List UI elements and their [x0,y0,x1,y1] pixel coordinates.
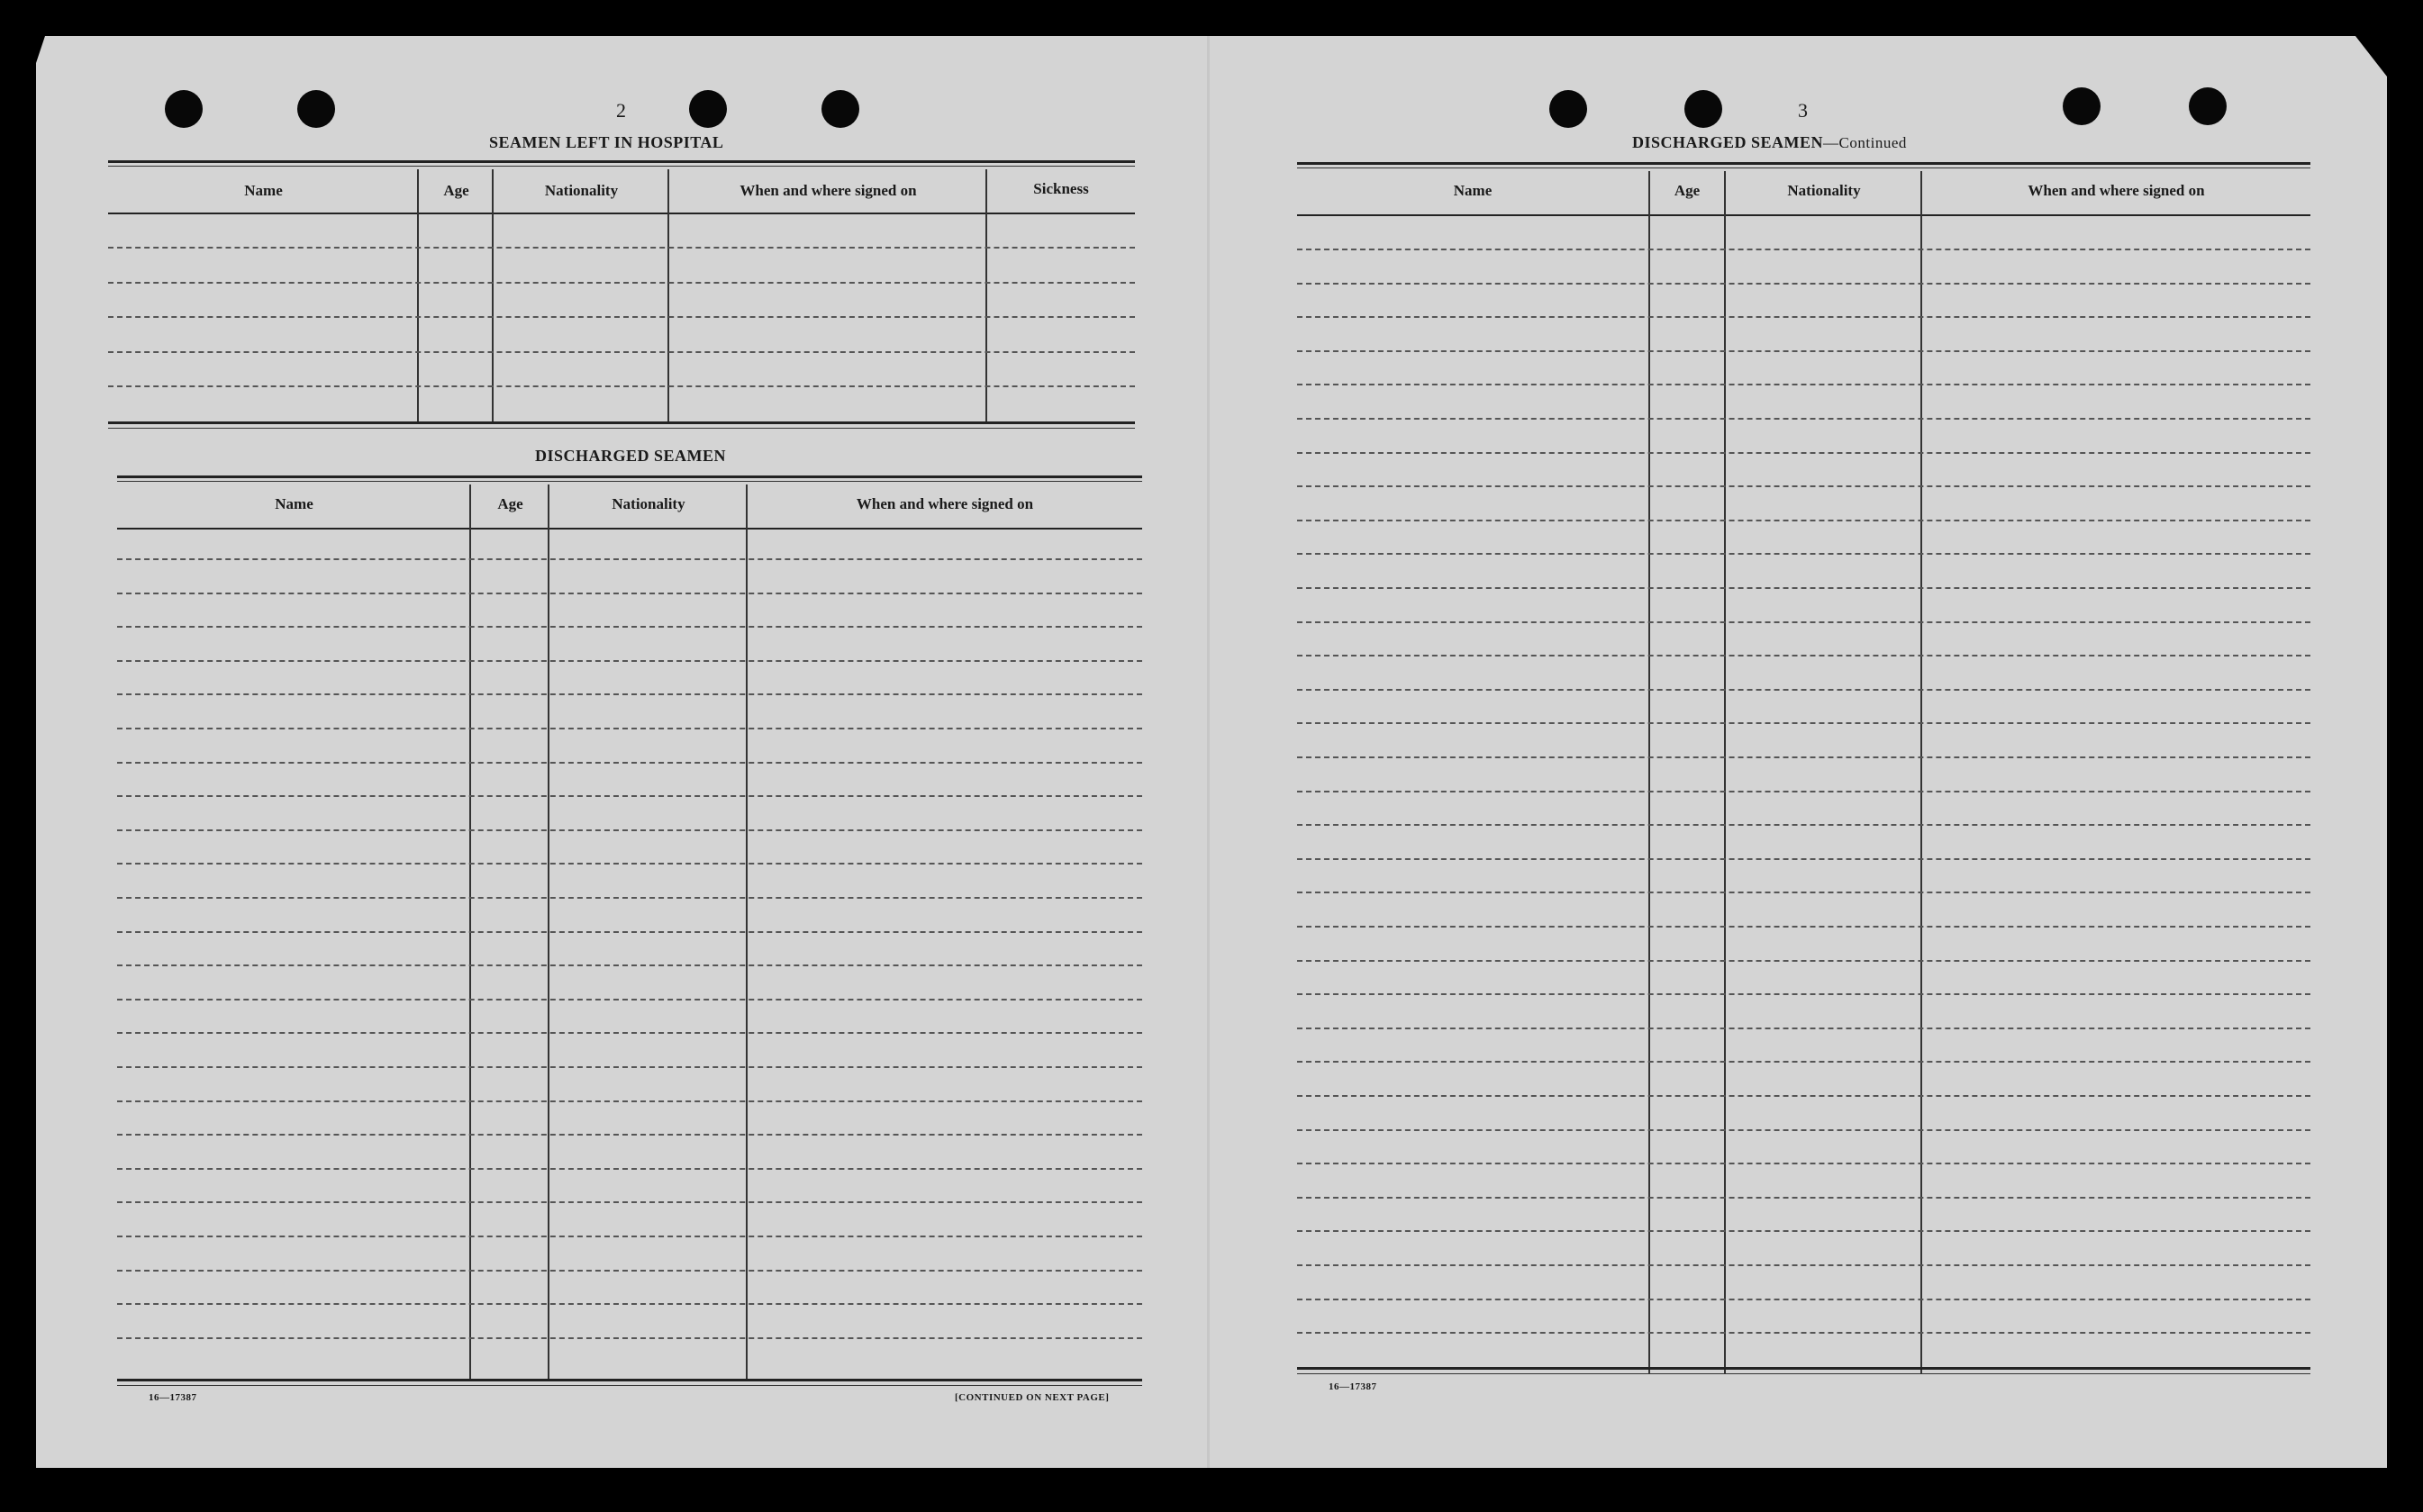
hospital-section-title: SEAMEN LEFT IN HOSPITAL [489,133,724,151]
ruled-line [1297,791,2310,792]
ruled-line [117,1100,1142,1102]
ruled-line [1297,1264,2310,1266]
ruled-line [1297,689,2310,691]
col-header-nationality: Nationality [612,495,685,512]
col-header-signed-on: When and where signed on [740,182,917,199]
ruled-line [117,1032,1142,1034]
ruled-line [117,829,1142,831]
ruled-line [1297,1163,2310,1164]
ruled-line [1297,960,2310,962]
ruled-line [117,931,1142,933]
form-number-left: 16—17387 [149,1392,197,1403]
ruled-line [117,1236,1142,1237]
ruled-line [1297,452,2310,454]
ruled-line [117,558,1142,560]
col-header-sickness: Sickness [1033,180,1089,197]
punch-hole [821,90,859,128]
ruled-line [1297,722,2310,724]
punch-hole [2063,87,2101,125]
ruled-line [1297,1332,2310,1334]
form-number-right: 16—17387 [1329,1381,1377,1392]
ruled-line [117,1134,1142,1136]
ruled-line [1297,283,2310,285]
ruled-line [117,693,1142,695]
ruled-line [117,728,1142,729]
ruled-line [1297,418,2310,420]
punch-hole [1549,90,1587,128]
col-header-name: Name [275,495,313,512]
ruled-line [1297,756,2310,758]
ruled-line [117,1337,1142,1339]
ruled-line [1297,587,2310,589]
ruled-line [117,795,1142,797]
page-fold [1207,36,1210,1468]
ruled-line [117,1066,1142,1068]
ruled-line [117,660,1142,662]
ruled-line [117,1201,1142,1203]
ruled-line [117,1168,1142,1170]
ruled-line [1297,249,2310,250]
col-header-name: Name [1453,182,1493,199]
ruled-line [1297,553,2310,555]
hospital-table [108,160,1135,430]
discharged-section-title-right [1632,133,1907,152]
ruled-line [1297,485,2310,487]
ruled-line [117,593,1142,594]
ruled-line [1297,858,2310,860]
punch-hole [297,90,335,128]
ruled-line [1297,655,2310,656]
ruled-line [117,1303,1142,1305]
ruled-line [1297,926,2310,928]
col-header-signed-on: When and where signed on [2028,182,2205,199]
ruled-line [1297,1299,2310,1300]
continued-note: [CONTINUED ON NEXT PAGE] [955,1392,1110,1403]
ruled-line [117,964,1142,966]
ruled-line [1297,892,2310,893]
section-title-suffix: —Continued [1823,134,1907,151]
punch-hole [1684,90,1722,128]
ruled-line [1297,316,2310,318]
page-number-right: 3 [1798,99,1808,122]
col-header-nationality: Nationality [544,182,619,199]
ruled-line [1297,1197,2310,1199]
ruled-line [1297,384,2310,385]
ruled-line [1297,1129,2310,1131]
ruled-line [1297,520,2310,521]
ruled-line [117,626,1142,628]
col-header-age: Age [443,182,469,199]
ruled-line [1297,350,2310,352]
ruled-line [1297,1061,2310,1063]
col-header-signed-on: When and where signed on [856,495,1034,512]
ruled-line [117,1270,1142,1272]
col-header-name: Name [244,182,283,199]
col-header-nationality: Nationality [1787,182,1861,199]
discharged-table-left [117,475,1142,1385]
section-title-text: DISCHARGED SEAMEN [1632,133,1824,151]
ruled-line [1297,824,2310,826]
ruled-line [117,897,1142,899]
ruled-line [1297,621,2310,623]
ruled-line [1297,1028,2310,1029]
col-header-age: Age [1674,182,1701,199]
ruled-line [117,863,1142,865]
ruled-line [1297,1230,2310,1232]
ruled-line [117,762,1142,764]
col-header-age: Age [497,495,523,512]
discharged-table-right [1297,162,2310,1378]
page-number-left: 2 [616,99,626,122]
punch-hole [165,90,203,128]
discharged-section-title-left: DISCHARGED SEAMEN [535,447,727,465]
ruled-line [117,999,1142,1000]
punch-hole [689,90,727,128]
punch-hole [2189,87,2227,125]
ruled-line [1297,993,2310,995]
ruled-line [1297,1095,2310,1097]
